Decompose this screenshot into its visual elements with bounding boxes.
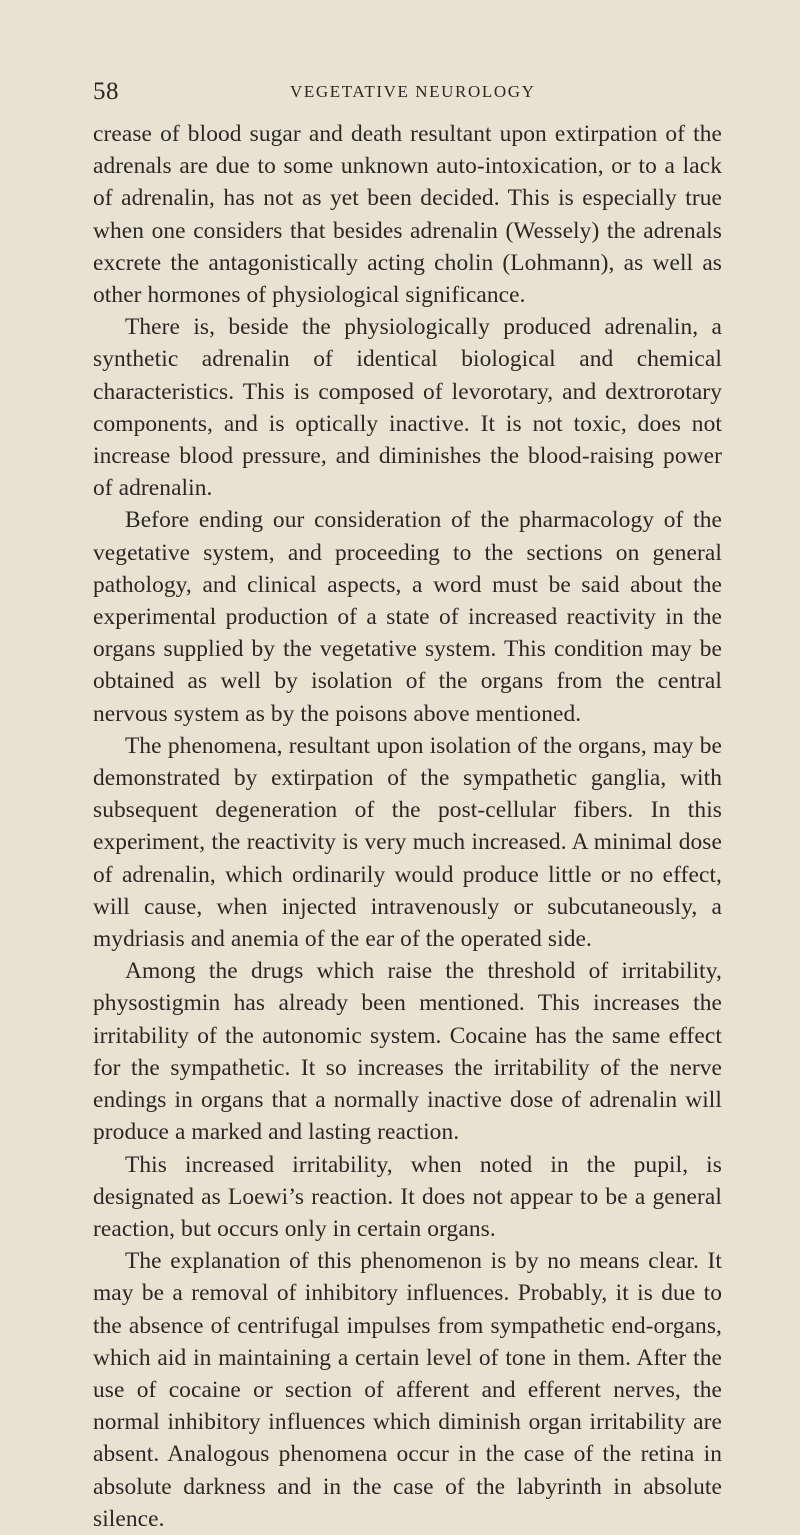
paragraph-irritability-drugs: Among the drugs which raise the threshold of irritability, physostigmin has already been mentioned. This increases the irritability of the autonomic system. Cocaine has the same effect for the sympathetic. It so increases the irritability of the nerve endings in organs that a normally inactive dose of adrenalin will produce a marked and lasting reaction.: [93, 958, 722, 1146]
body-text: [93, 118, 722, 1535]
page-number: 58: [93, 78, 119, 105]
running-head: [93, 72, 722, 106]
paragraph-continued: crease of blood sugar and death resultant upon extirpation of the adrenals are due to some unknown auto-intoxication, or to a lack of adrenalin, has not as yet been decided. This is especially true when one considers that besides adrenalin (Wessely) the adrenals excrete the antagonistically acting cholin (Lohmann), as well as other hormones of physiological significance.: [93, 121, 722, 309]
running-title: VEGETATIVE NEUROLOGY: [290, 82, 536, 101]
paragraph-increased-reactivity: Before ending our consideration of the pharmacology of the vegetative system, and proceeding to the sections on general pathology, and clinical aspects, a word must be said about the experimental production of a state of increased reactivity in the organs supplied by the vegetative system. This condition may be obtained as well by isolation of the organs from the central nervous system as by the poisons above mentioned.: [93, 507, 722, 727]
paragraph-loewi-reaction: This increased irritability, when noted in the pupil, is designated as Loewi’s reaction. It does not appear to be a general reaction, but occurs only in certain organs.: [93, 1151, 722, 1242]
paragraph-synthetic-adrenalin: There is, beside the physiologically produced adrenalin, a synthetic adrenalin of identical biological and chemical characteristics. This is composed of levorotary, and dextrorotary components, and is optically inactive. It is not toxic, does not increase blood pressure, and diminishes the blood-raising power of adrenalin.: [93, 314, 722, 502]
paragraph-isolation-phenomena: The phenomena, resultant upon isolation of the organs, may be demonstrated by extirpation of the sympathetic ganglia, with subsequent degeneration of the post-cellular fibers. In this experiment, the reactivity is very much increased. A minimal dose of adrenalin, which ordinarily would produce little or no effect, will cause, when injected intravenously or subcutaneously, a mydriasis and anemia of the ear of the operated side.: [93, 732, 722, 953]
paragraph-explanation: The explanation of this phenomenon is by no means clear. It may be a removal of inhibitory influences. Probably, it is due to the absence of centrifugal impulses from sympathetic end-organs, which aid in maintaining a certain level of tone in them. After the use of cocaine or section of afferent and efferent nerves, the normal inhibitory influences which diminish organ irritability are absent. Analogous phenomena occur in the case of the retina in absolute darkness and in the case of the labyrinth in absolute silence.: [93, 1248, 722, 1532]
